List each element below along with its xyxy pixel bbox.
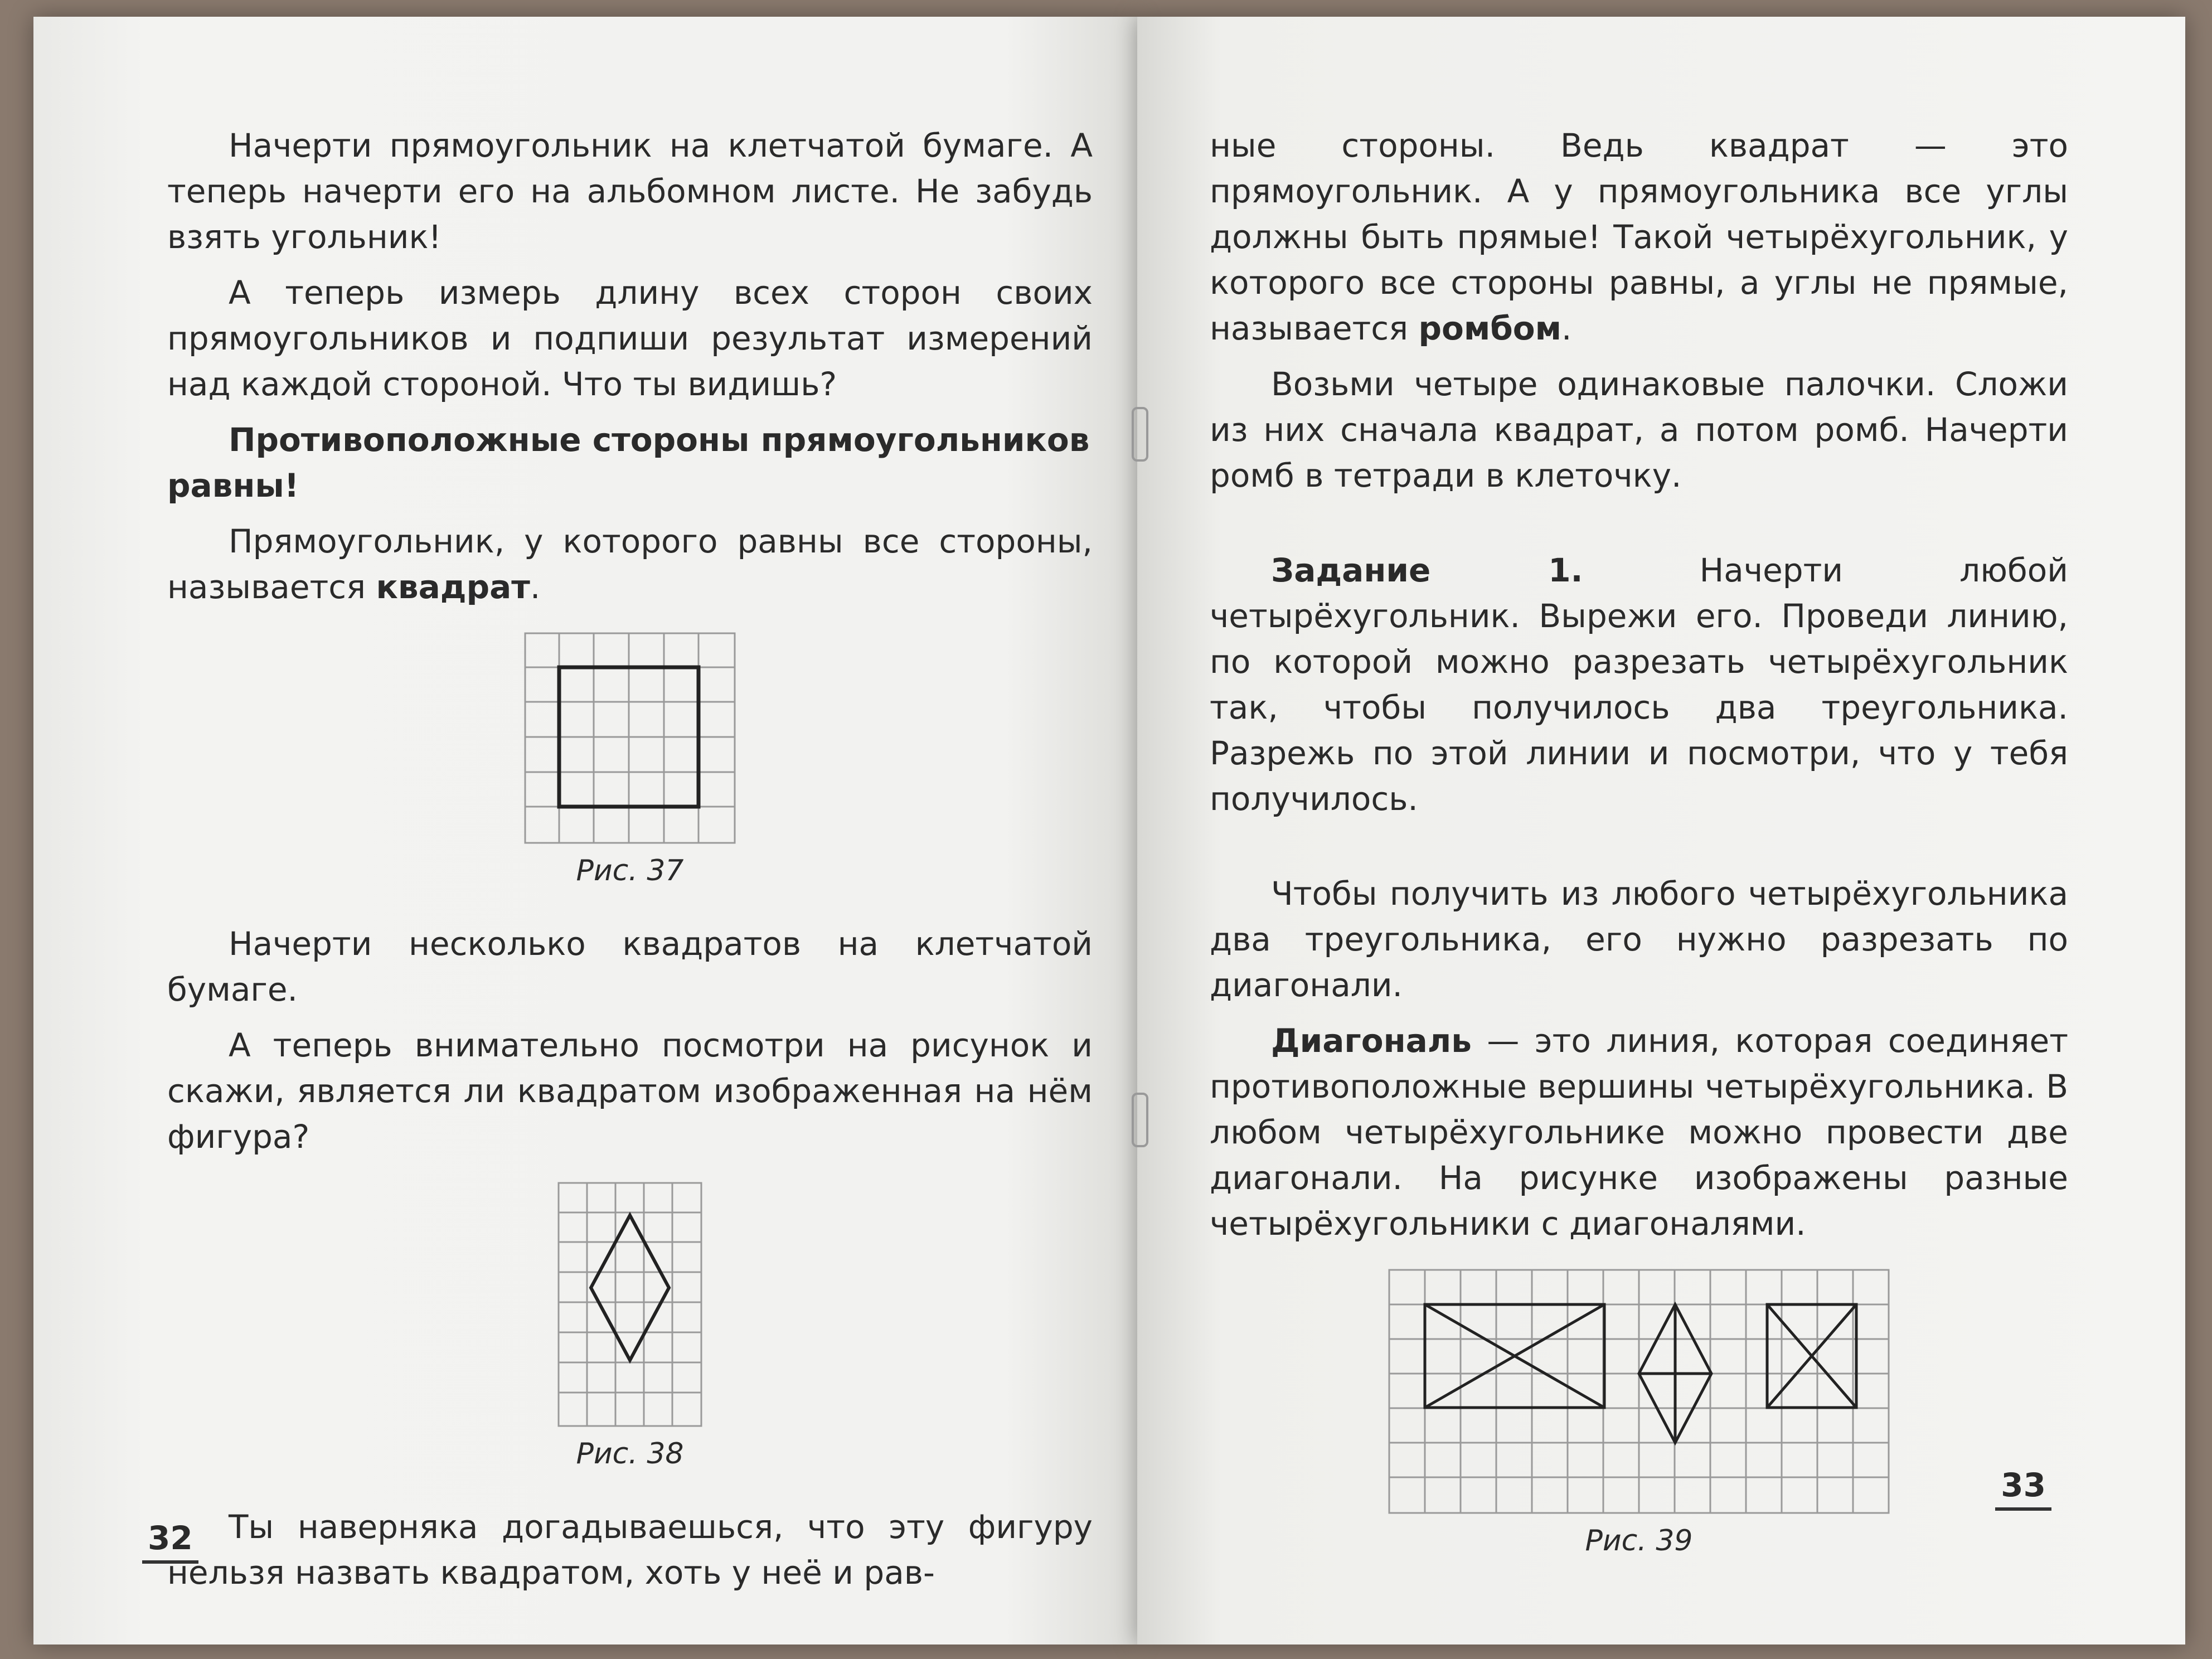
- paragraph-text: ные стороны. Ведь квадрат — это прямоугольник. А у прямоугольника все углы должны быть прямые! Такой четырёхугольник, у которого все стороны равны, а углы не прямые, называется: [1210, 127, 2068, 347]
- grid-rhombus-figure: [557, 1182, 702, 1427]
- figure-caption: Рис. 37: [576, 854, 684, 887]
- staple: [1132, 407, 1148, 462]
- figure-caption: Рис. 39: [1585, 1524, 1693, 1558]
- figure-37: [167, 632, 1093, 887]
- paragraph: Ты наверняка догадываешься, что эту фигуру нельзя назвать квадратом, хоть у неё и рав-: [167, 1508, 1093, 1592]
- figure-39: [1210, 1269, 2068, 1558]
- right-page-content: [1210, 123, 2068, 1591]
- figure-38: [167, 1182, 1093, 1471]
- rule-statement: Противоположные стороны прямоугольников равны!: [167, 421, 1090, 505]
- definition-term: квадрат: [376, 568, 530, 606]
- definition-text: Прямоугольник, у которого равны все стороны, называется: [167, 522, 1093, 606]
- paragraph-continued: [1210, 123, 2068, 351]
- page-number: 32: [142, 1519, 198, 1564]
- paragraph-punct: .: [1561, 309, 1572, 347]
- rhombus-shape: [591, 1215, 669, 1360]
- diagonal-definition: [1210, 1018, 2068, 1246]
- paragraph: Возьми четыре одинаковые палочки. Сложи из них сначала квадрат, а потом ромб. Начерти ромб в тетради в клеточку.: [1210, 365, 2068, 494]
- right-page: [1137, 17, 2185, 1645]
- page-number: 33: [1995, 1466, 2051, 1511]
- grid-square-figure: [524, 632, 736, 844]
- task-label: Задание 1.: [1271, 551, 1583, 589]
- figure-caption: Рис. 38: [576, 1437, 684, 1471]
- paragraph: А теперь внимательно посмотри на рисунок и скажи, является ли квадратом изображенная на нём фигура?: [167, 1026, 1093, 1156]
- task-text: Начерти любой четырёхугольник. Вырежи его. Проведи линию, по которой можно разрезать четырёхугольник так, чтобы получилось два треугольника. Разрежь по этой линии и посмотри, что у тебя получилось.: [1210, 551, 2068, 818]
- paragraph: Начерти несколько квадратов на клетчатой бумаге.: [167, 925, 1093, 1008]
- left-page: [33, 17, 1137, 1645]
- definition-punct: .: [530, 568, 541, 606]
- paragraph: Чтобы получить из любого четырёхугольника два треугольника, его нужно разрезать по диагонали.: [1210, 875, 2068, 1004]
- definition-term: Диагональ: [1271, 1022, 1472, 1060]
- square-definition: [167, 518, 1093, 610]
- left-page-content: [167, 123, 1093, 1605]
- paragraph: Начерти прямоугольник на клетчатой бумаге. А теперь начерти его на альбомном листе. Не забудь взять угольник!: [167, 127, 1093, 256]
- staple: [1132, 1093, 1148, 1147]
- paragraph: А теперь измерь длину всех сторон своих прямоугольников и подпиши результат измерений над каждой стороной. Что ты видишь?: [167, 274, 1093, 403]
- open-book: [33, 17, 2185, 1645]
- task-paragraph: [1210, 547, 2068, 822]
- definition-text: — это линия, которая соединяет противоположные вершины четырёхугольника. В любом четырёхугольнике можно провести две диагонали. На рисунке изображены разные четырёхугольники с диагоналями.: [1210, 1022, 2068, 1243]
- definition-term: ромбом: [1418, 309, 1562, 347]
- grid-quadrilaterals-figure: [1388, 1269, 1890, 1514]
